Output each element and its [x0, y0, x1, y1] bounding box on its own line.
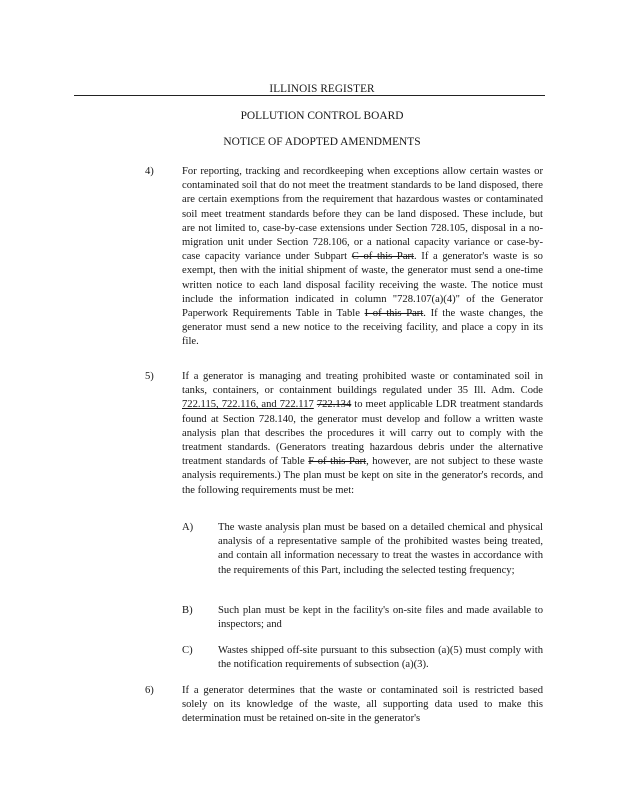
board-title: POLLUTION CONTROL BOARD — [240, 110, 404, 122]
sub-c-text: Wastes shipped off-site pursuant to this subsection (a)(5) must comply with the notification requirements of subsection (a)(3). — [218, 645, 543, 671]
sub-b-text: Such plan must be kept in the facility's on-site files and made available to inspectors; and — [218, 605, 543, 631]
item-4-deleted-2: I of this Part — [364, 308, 424, 320]
item-4-text-part3: . If the waste changes, the generator must send a new notice to the receiving facility, and place a copy in its file. — [182, 308, 543, 348]
item-5-text-part2: to meet applicable LDR treatment standards found at Section 728.140, the generator must develop and follow a written waste analysis plan that describes the procedures it will carry out to comply with the treatment standards. (Generators treating hazardous debris under the alternative treatment standards of Table — [182, 399, 543, 468]
sub-a-label: A) — [182, 522, 194, 533]
sub-c-label: C) — [182, 645, 193, 656]
item-5-deleted-1: 722.134 — [316, 399, 352, 411]
item-5-text-part3: , however, are not subject to these waste analysis requirements.) The plan must be kept on site in the generator's records, and the following requirements must be met: — [182, 456, 543, 496]
sub-a-text: The waste analysis plan must be based on a detailed chemical and physical analysis of a representative sample of the prohibited wastes being treated, and contain all information necessary to treat the wastes in accordance with the requirements of this Part, including the selected testing frequency; — [218, 522, 543, 576]
item-6-number: 6) — [145, 685, 154, 696]
item-6-text: If a generator determines that the waste or contaminated soil is restricted based solely on its knowledge of the waste, all supporting data used to make this determination must be retained on-site in the generator's — [182, 685, 543, 725]
item-5-deleted-2: F of this Part — [308, 456, 367, 468]
sub-b-label: B) — [182, 605, 193, 616]
notice-title: NOTICE OF ADOPTED AMENDMENTS — [223, 136, 421, 148]
item-4-text-part1: For reporting, tracking and recordkeeping when exceptions allow certain wastes or contaminated soil that do not meet the treatment standards to be land disposed, there are certain exemptions from the requirement that hazardous wastes or contaminated soil meet treatment standards before they can be land disposed. These include, but are not limited to, case-by-case extensions under Section 728.105, disposal in a no-migration unit under Section 728.106, or a national capacity variance or case-by-case capacity variance under Subpart — [182, 166, 543, 263]
item-4-number: 4) — [145, 166, 154, 177]
item-5-inserted-1: 722.115, 722.116, and 722.117 — [182, 399, 314, 411]
item-4-deleted-1: C of this Part — [351, 251, 414, 263]
register-title: ILLINOIS REGISTER — [269, 83, 375, 95]
item-5-text — [182, 370, 543, 498]
item-5-text-part1: If a generator is managing and treating prohibited waste or contaminated soil in tanks, containers, or containment buildings regulated under 35 Ill. Adm. Code — [182, 371, 543, 397]
header-rule — [74, 95, 545, 96]
item-4-text — [182, 165, 543, 350]
item-4-text-part2: . If a generator's waste is so exempt, then with the initial shipment of waste, the generator must send a one-time written notice to each land disposal facility receiving the waste. The notice must include the information indicated in column "728.107(a)(4)" of the Generator Paperwork Requirements Table in Table — [182, 251, 543, 320]
item-5-number: 5) — [145, 371, 154, 382]
